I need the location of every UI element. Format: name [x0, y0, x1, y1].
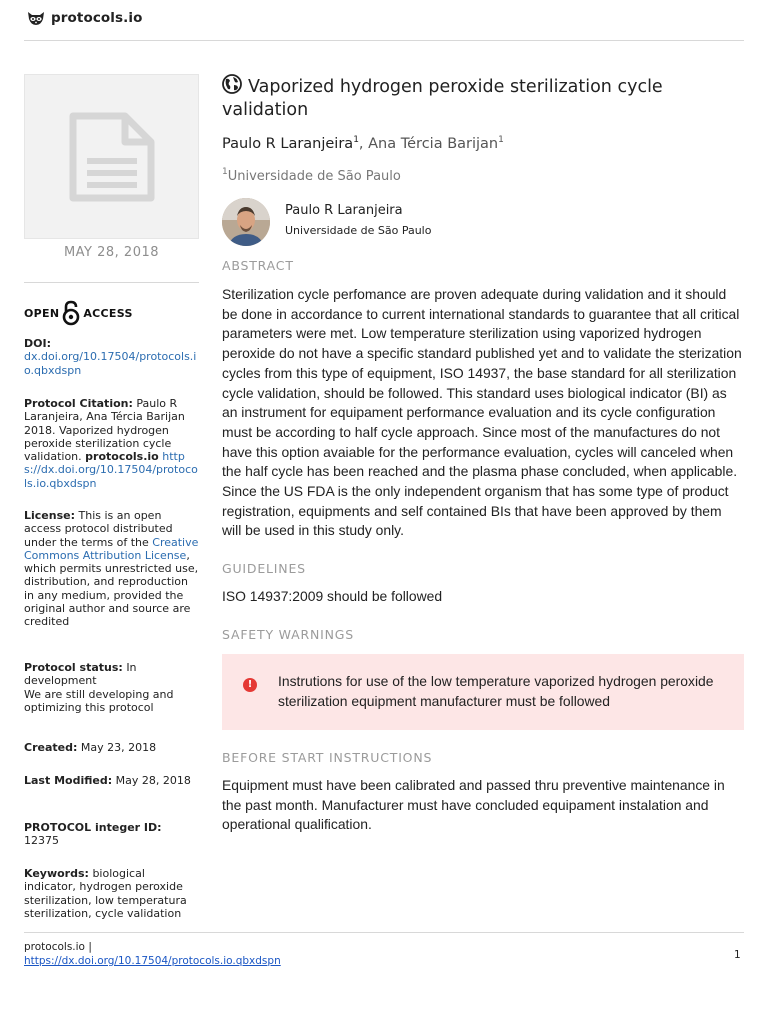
safety-warning-text: Instrutions for use of the low temperature vaporized hydrogen peroxide sterilization equipment manufacturer must be followed [278, 673, 714, 709]
avatar[interactable] [222, 198, 270, 246]
page-number: 1 [734, 949, 741, 961]
open-access-right: ACCESS [83, 306, 133, 320]
protocol-thumbnail [24, 74, 199, 239]
abstract-text: Sterilization cycle perfomance are proven adequate during validation and it should be done in accordance to current international standards to guarantee that all critical parameters were met. Low temperature sterilization using vaporized hydrogen peroxide do not have a specific standard published yet and to validate the sterization cycles from this type of equipment, ISO 14937, the base standard for all sterilization cycle validation, should be followed. This standard uses biological indicator (BI) as an instrument for equipament performance evaluation and its cycle configuration must be according to half cycle approach. Since most of the manufactures do not have this option avaiable for the performance evaluation, cycles will canceled when the half cycle has been reached and the plasma phase concluded, when applicable. Since the US FDA is the only independent organism that has some type of product registration, equipments and self contained BIs that have been approved by them will be used in this study only. [222, 286, 742, 539]
page-footer [24, 941, 281, 968]
author-card-affiliation: Universidade de São Paulo [285, 224, 432, 237]
citation-block [24, 397, 199, 490]
author-photo [222, 198, 270, 246]
created-label: Created: [24, 741, 78, 754]
page-header [24, 0, 744, 41]
author-name[interactable]: Paulo R Laranjeira [222, 136, 354, 152]
footer-divider [24, 932, 744, 933]
citation-link[interactable]: https://dx.doi.org/10.17504/protocols.io.qbxdspn [24, 450, 198, 490]
protocol-title-block [222, 74, 744, 122]
status-block [24, 661, 199, 714]
license-link[interactable]: Creative Commons Attribution License [24, 535, 199, 562]
affiliation-marker: 1 [222, 167, 228, 177]
open-lock-icon [62, 300, 80, 326]
footer-doi-link[interactable]: https://dx.doi.org/10.17504/protocols.io.qbxdspn [24, 954, 281, 967]
author-affil-marker: 1 [498, 135, 504, 145]
before-start-heading: BEFORE START INSTRUCTIONS [222, 750, 433, 765]
guidelines-text: ISO 14937:2009 should be followed [222, 588, 443, 604]
author-separator: , [358, 136, 369, 152]
open-access-left: OPEN [24, 306, 60, 320]
guidelines-heading: GUIDELINES [222, 561, 306, 576]
document-icon [69, 112, 155, 202]
safety-heading: SAFETY WARNINGS [222, 627, 354, 642]
author-card-name[interactable]: Paulo R Laranjeira [285, 203, 403, 218]
modified-block [24, 774, 199, 787]
before-start-text: Equipment must have been calibrated and passed thru preventive maintenance in the past month. Manufacturer must have concluded equipament instalation and operational qualification. [222, 777, 725, 833]
globe-icon [222, 74, 242, 94]
logo-text: protocols.io [51, 10, 143, 26]
protocol-title: Vaporized hydrogen peroxide sterilization cycle validation [222, 77, 663, 120]
open-access-badge [24, 300, 133, 326]
license-text: This is an open access protocol distributed under the terms of the [24, 509, 173, 549]
author-list [222, 135, 744, 152]
doi-block [24, 337, 199, 377]
author-name[interactable]: Ana Tércia Barijan [368, 136, 499, 152]
modified-value: May 28, 2018 [115, 774, 191, 787]
author-affil-marker: 1 [353, 135, 359, 145]
license-label: License: [24, 509, 75, 522]
license-block [24, 509, 199, 629]
keywords-block [24, 867, 199, 920]
license-text-after: , which permits unrestricted use, distribution, and reproduction in any medium, provided the original author and source are credited [24, 548, 199, 629]
created-block [24, 741, 199, 754]
raccoon-logo-icon [26, 10, 46, 26]
sidebar-divider [24, 282, 199, 283]
status-note: We are still developing and optimizing this protocol [24, 687, 174, 714]
alert-icon: ! [243, 678, 257, 692]
created-value: May 23, 2018 [80, 741, 157, 754]
citation-label: Protocol Citation: [24, 397, 133, 410]
affiliation-name: Universidade de São Paulo [227, 169, 401, 184]
keywords-value: biological indicator, hydrogen peroxide sterilization, low temperatura sterilization, cycle validation [24, 867, 187, 920]
affiliation [222, 167, 744, 184]
keywords-label: Keywords: [24, 867, 89, 880]
safety-warning-box [222, 654, 744, 730]
protocol-id-label: PROTOCOL integer ID: [24, 821, 162, 834]
publication-date: MAY 28, 2018 [63, 245, 160, 260]
citation-source: protocols.io [85, 450, 159, 464]
doi-link[interactable]: dx.doi.org/10.17504/protocols.io.qbxdspn [24, 350, 197, 377]
protocol-id-block [24, 821, 199, 848]
citation-text: Paulo R Laranjeira, Ana Tércia Barijan 2018. Vaporized hydrogen peroxide sterilization cycle validation. [24, 397, 185, 464]
protocol-id-value: 12375 [24, 834, 59, 848]
doi-label: DOI: [24, 337, 51, 350]
protocols-logo[interactable] [26, 10, 143, 26]
status-value: In development [24, 661, 137, 688]
footer-source: protocols.io | [24, 941, 92, 953]
status-label: Protocol status: [24, 661, 123, 674]
abstract-heading: ABSTRACT [222, 258, 294, 273]
modified-label: Last Modified: [24, 774, 113, 787]
